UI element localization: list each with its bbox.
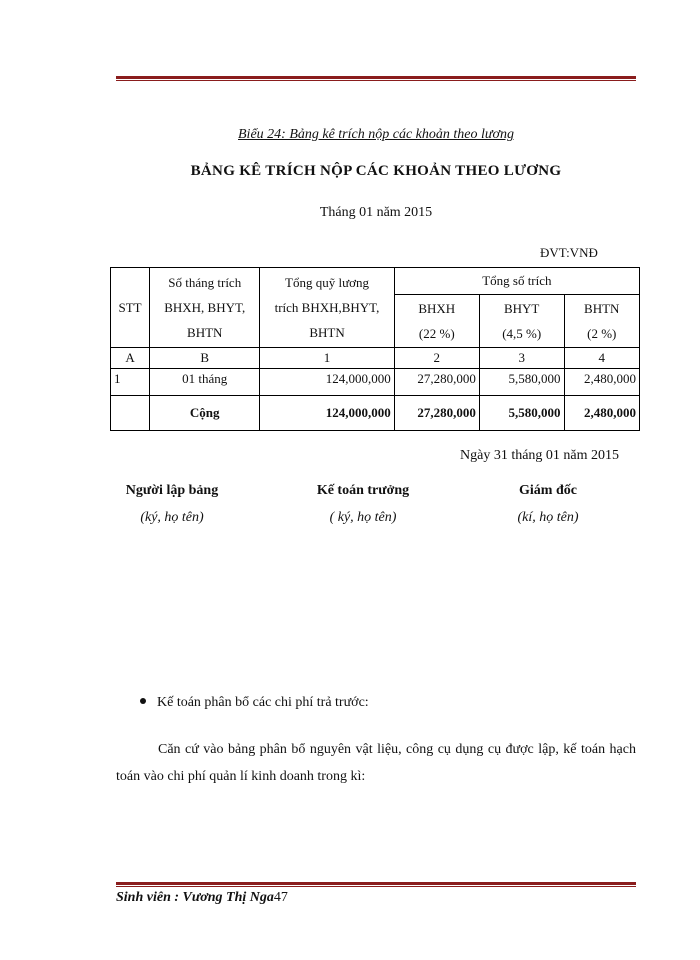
- header-bhxh: BHXH (22 %): [394, 295, 479, 348]
- row-bhxh: 27,280,000: [394, 369, 479, 396]
- signature-director: [468, 483, 628, 526]
- header-total-group: Tổng số trích: [394, 268, 639, 295]
- month-line: Tháng 01 năm 2015: [319, 205, 433, 220]
- row-months: 01 tháng: [150, 369, 260, 396]
- page-number: 47: [273, 890, 288, 905]
- date-line: Ngày 31 tháng 01 năm 2015: [460, 448, 620, 463]
- body-paragraph: Căn cứ vào bảng phân bổ nguyên vật liệu, công cụ dụng cụ được lập, kế toán hạch toán vào chi phí quản lí kinh doanh trong kì:: [116, 742, 636, 784]
- row-stt: 1: [111, 369, 150, 396]
- row-bhyt: 5,580,000: [479, 369, 564, 396]
- signature-hint: (ký, họ tên): [140, 510, 204, 525]
- bullet-icon: [140, 698, 146, 704]
- header-months: Số tháng trích BHXH, BHYT, BHTN: [150, 268, 260, 348]
- row-fund: 124,000,000: [260, 369, 394, 396]
- header-bhyt: BHYT (4,5 %): [479, 295, 564, 348]
- currency-unit: ĐVT:VNĐ: [540, 245, 598, 260]
- total-stt-empty: [111, 396, 150, 431]
- table-header-row: [111, 268, 640, 295]
- code-2: 2: [394, 348, 479, 369]
- signature-hint: ( ký, họ tên): [329, 510, 397, 525]
- code-b: B: [150, 348, 260, 369]
- total-bhyt: 5,580,000: [479, 396, 564, 431]
- header-bhtn: BHTN (2 %): [564, 295, 640, 348]
- signature-role: Người lập bảng: [125, 483, 219, 498]
- code-1: 1: [260, 348, 394, 369]
- header-fund: Tổng quỹ lương trích BHXH,BHYT, BHTN: [260, 268, 394, 348]
- signature-role: Giám đốc: [519, 483, 577, 498]
- document-title: BẢNG KÊ TRÍCH NỘP CÁC KHOẢN THEO LƯƠNG: [190, 163, 562, 179]
- table-row: [111, 369, 640, 396]
- column-code-row: [111, 348, 640, 369]
- total-bhxh: 27,280,000: [394, 396, 479, 431]
- total-fund: 124,000,000: [260, 396, 394, 431]
- contribution-table: [110, 267, 640, 431]
- code-3: 3: [479, 348, 564, 369]
- code-a: A: [111, 348, 150, 369]
- row-bhtn: 2,480,000: [564, 369, 640, 396]
- figure-caption: Biểu 24: Bảng kê trích nộp các khoản theo lương: [238, 127, 514, 142]
- signature-role: Kế toán trưởng: [316, 483, 410, 498]
- header-stt: STT: [111, 268, 150, 348]
- total-bhtn: 2,480,000: [564, 396, 640, 431]
- signature-hint: (kí, họ tên): [517, 510, 579, 525]
- signature-preparer: [92, 483, 252, 526]
- code-4: 4: [564, 348, 640, 369]
- signature-chief-accountant: [283, 483, 443, 526]
- student-name: Sinh viên : Vương Thị Nga: [116, 890, 274, 905]
- bullet-item: [140, 695, 369, 711]
- total-label: Cộng: [150, 396, 260, 431]
- total-row: [111, 396, 640, 431]
- bullet-text: Kế toán phân bổ các chi phí trả trước:: [157, 695, 369, 710]
- page-footer: [116, 890, 288, 906]
